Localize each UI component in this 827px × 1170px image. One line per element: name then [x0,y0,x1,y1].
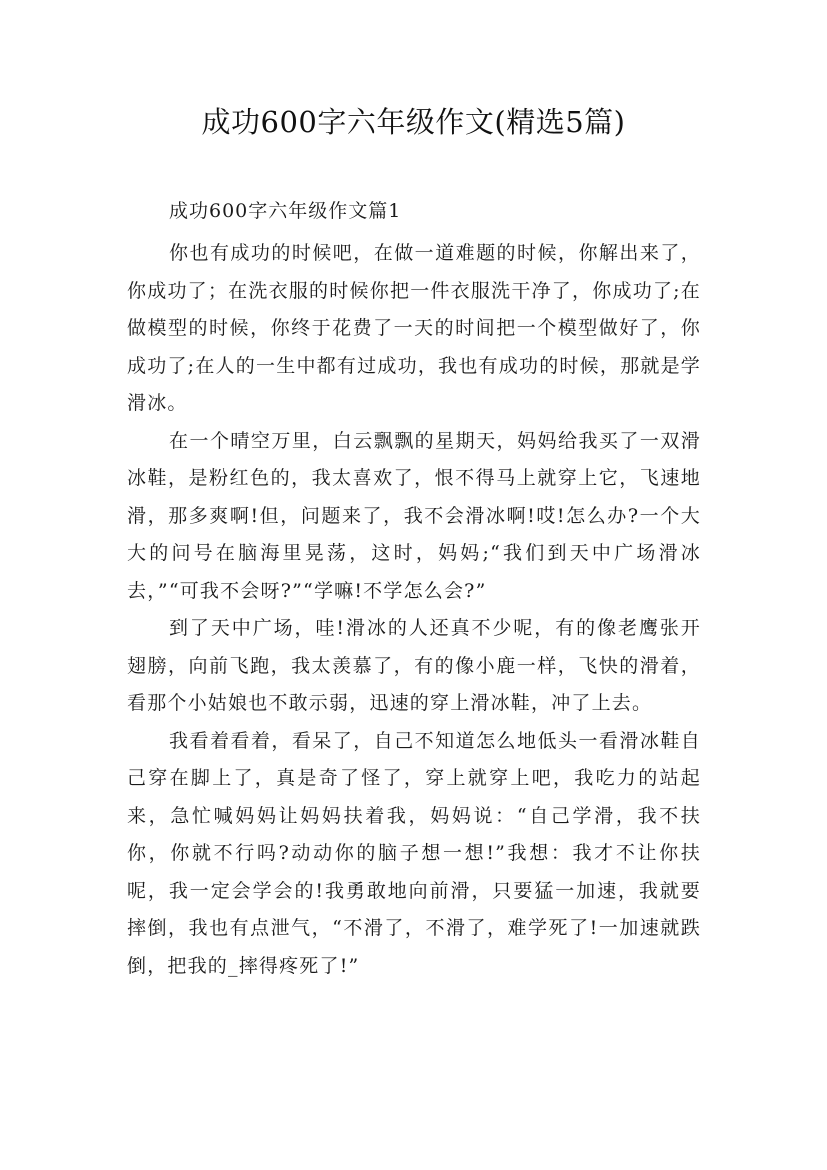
document-title: 成功600字六年级作文(精选5篇) [201,105,626,139]
paragraph-3: 到了天中广场，哇!滑冰的人还真不少呢，有的像老鹰张开翅膀，向前飞跑，我太羡慕了，有的像小鹿一样，飞快的滑着，看那个小姑娘也不敢示弱，迅速的穿上滑冰鞋，冲了上去。 [127,617,701,714]
section-heading: 成功600字六年级作文篇1 [169,200,402,222]
paragraph-4: 我看着看着，看呆了，自己不知道怎么地低头一看滑冰鞋自己穿在脚上了，真是奇了怪了，穿上就穿上吧，我吃力的站起来，急忙喊妈妈让妈妈扶着我，妈妈说：“自己学滑，我不扶你，你就不行吗?动动你的脑子想一想!”我想：我才不让你扶呢，我一定会学会的!我勇敢地向前滑，只要猛一加速，我就要摔倒，我也有点泄气，“不滑了，不滑了，难学死了!一加速就跌倒，把我的_摔得疼死了!” [127,729,701,977]
document-body [127,197,701,985]
paragraph-1: 你也有成功的时候吧，在做一道难题的时候，你解出来了，你成功了；在洗衣服的时候你把一件衣服洗干净了，你成功了;在做模型的时候，你终于花费了一天的时间把一个模型做好了，你成功了;在人的一生中都有过成功，我也有成功的时候，那就是学滑冰。 [127,242,701,414]
paragraph-2: 在一个晴空万里，白云飘飘的星期天，妈妈给我买了一双滑冰鞋，是粉红色的，我太喜欢了，恨不得马上就穿上它，飞速地滑，那多爽啊!但，问题来了，我不会滑冰啊!哎!怎么办?一个大大的问号在脑海里晃荡，这时，妈妈;“我们到天中广场滑冰去，”“可我不会呀?”“学嘛!不学怎么会?” [127,429,701,602]
